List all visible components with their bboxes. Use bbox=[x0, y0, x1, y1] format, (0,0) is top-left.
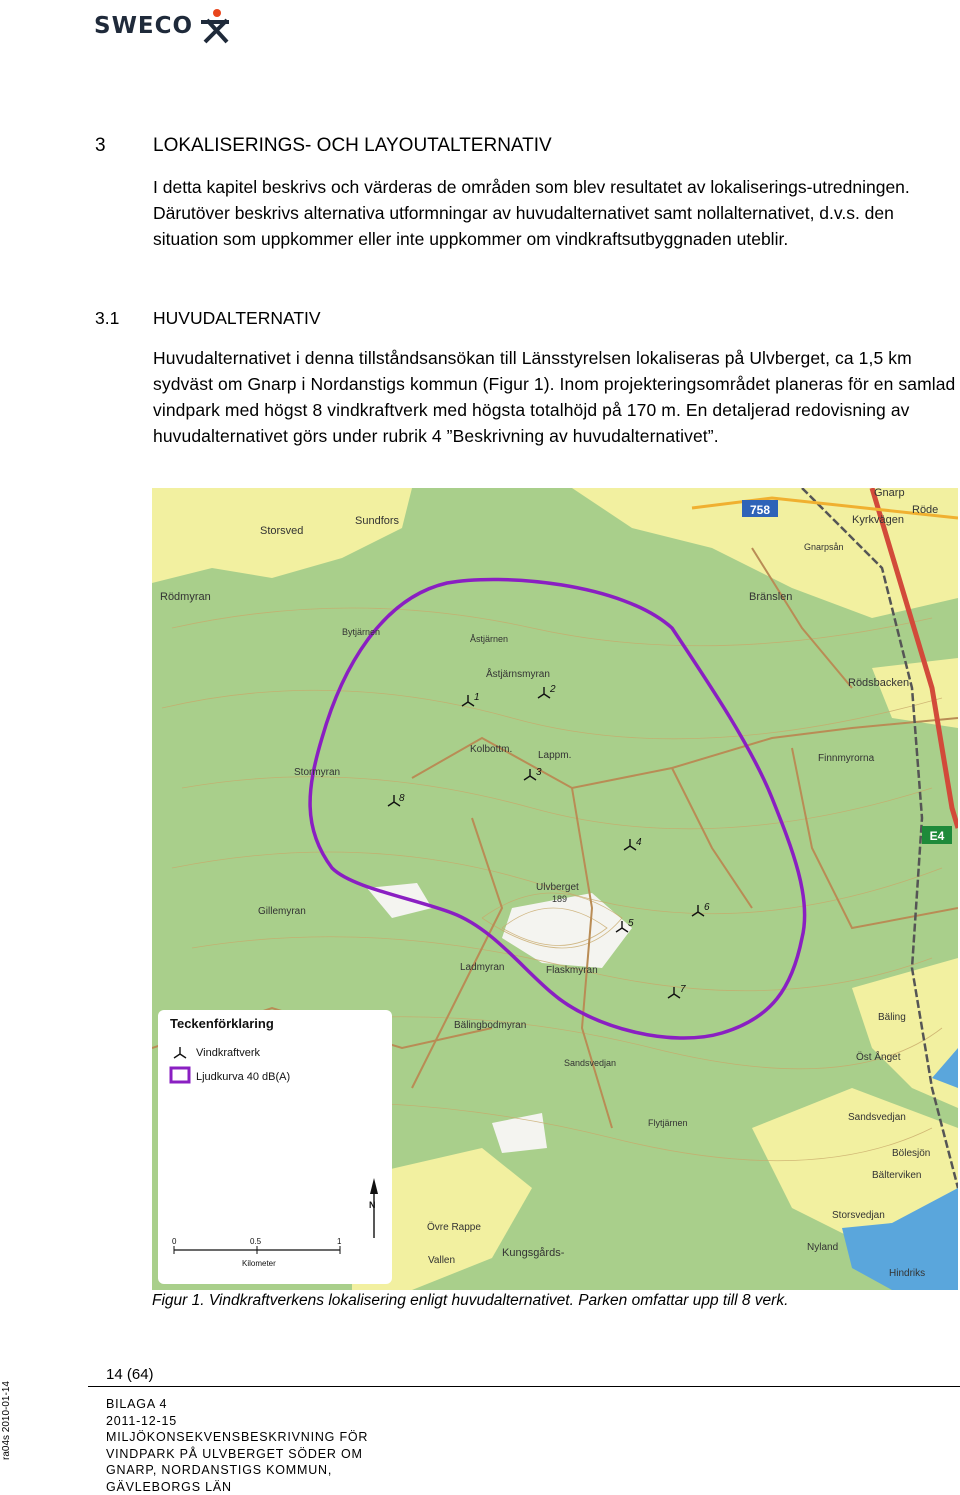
footer-line: MILJÖKONSEKVENSBESKRIVNING FÖR bbox=[106, 1429, 368, 1446]
place-label: Öst Ånget bbox=[856, 1050, 901, 1063]
place-label: Sandsvedjan bbox=[848, 1112, 906, 1123]
turbine-number: 6 bbox=[704, 902, 710, 913]
place-label: Rödsbacken bbox=[848, 677, 909, 689]
footer-line: GNARP, NORDANSTIGS KOMMUN, bbox=[106, 1462, 368, 1479]
place-label: Kyrkvägen bbox=[852, 514, 904, 526]
sweco-logo bbox=[94, 6, 235, 46]
place-label: Hindriks bbox=[889, 1268, 925, 1279]
footer-block bbox=[106, 1396, 368, 1495]
turbine-number: 5 bbox=[628, 918, 634, 929]
place-label: Gnarp bbox=[874, 488, 905, 499]
place-label: Bälterviken bbox=[872, 1170, 921, 1181]
turbine-number: 8 bbox=[399, 793, 405, 804]
map-legend bbox=[158, 1010, 392, 1284]
e4-label: E4 bbox=[930, 829, 945, 843]
place-label: Bäling bbox=[878, 1012, 906, 1023]
footer-line: VINDPARK PÅ ULVBERGET SÖDER OM bbox=[106, 1446, 368, 1463]
subsection-number: 3.1 bbox=[95, 308, 119, 329]
place-label: Bälingbodmyran bbox=[454, 1020, 526, 1031]
place-label: Röde bbox=[912, 504, 938, 516]
turbine-number: 7 bbox=[680, 984, 686, 995]
turbine-number: 2 bbox=[549, 684, 556, 695]
place-label: Vallen bbox=[428, 1255, 455, 1266]
place-label: Bytjärnen bbox=[342, 627, 380, 637]
section-title: LOKALISERINGS- OCH LAYOUTALTERNATIV bbox=[153, 135, 552, 157]
subsection-body: Huvudalternativet i denna tillståndsansökan till Länsstyrelsen lokaliseras på Ulvberget, ca 1,5 km sydväst om Gnarp i Nordanstigs kommun (Figur 1). Inom projekteringsområdet planeras för en samlad vindpark med högst 8 vindkraftverk med högsta totalhöjd på 170 m. En detaljerad redovisning av huvudalternativet görs under rubrik 4 ”Beskrivning av huvudalternativet”. bbox=[153, 345, 958, 449]
place-label: Åstjärnen bbox=[470, 634, 508, 644]
side-code: ra04s 2010-01-14 bbox=[1, 1381, 12, 1460]
place-label: Ulvberget bbox=[536, 882, 579, 893]
place-label: Nyland bbox=[807, 1242, 838, 1253]
place-label: Bränslen bbox=[749, 591, 792, 603]
place-label: 189 bbox=[552, 894, 567, 904]
place-label: Kungsgårds- bbox=[502, 1247, 565, 1259]
place-label: Storsvedjan bbox=[832, 1210, 885, 1221]
place-label: Rödmyran bbox=[160, 591, 211, 603]
scale-label-0: 0 bbox=[172, 1237, 177, 1246]
scale-unit: Kilometer bbox=[242, 1259, 276, 1268]
place-label: Kolbottm. bbox=[470, 744, 512, 755]
place-label: Övre Rappe bbox=[427, 1221, 481, 1233]
place-label: Flytjärnen bbox=[648, 1118, 688, 1128]
legend-noise-label: Ljudkurva 40 dB(A) bbox=[196, 1071, 290, 1083]
place-label: Sundfors bbox=[355, 515, 400, 527]
place-label: Storsved bbox=[260, 525, 303, 537]
place-label: Gillemyran bbox=[258, 906, 306, 917]
legend-turbine-label: Vindkraftverk bbox=[196, 1047, 260, 1059]
section-number: 3 bbox=[95, 135, 106, 157]
place-label: Ladmyran bbox=[460, 962, 504, 973]
footer-line: 2011-12-15 bbox=[106, 1413, 368, 1430]
legend-title: Teckenförklaring bbox=[170, 1016, 274, 1031]
footer-line: BILAGA 4 bbox=[106, 1396, 368, 1413]
road-758-label: 758 bbox=[750, 503, 770, 517]
place-label: Flaskmyran bbox=[546, 965, 598, 976]
figure-caption: Figur 1. Vindkraftverkens lokalisering enligt huvudalternativet. Parken omfattar upp till 8 verk. bbox=[152, 1292, 788, 1310]
turbine-number: 4 bbox=[636, 837, 642, 848]
footer-divider bbox=[88, 1386, 960, 1387]
place-label: Åstjärnsmyran bbox=[486, 667, 550, 680]
place-label: Lappm. bbox=[538, 750, 571, 761]
sweco-star-icon bbox=[195, 6, 235, 46]
turbine-number: 3 bbox=[536, 767, 542, 778]
place-label: Bölesjön bbox=[892, 1148, 930, 1159]
site-map bbox=[152, 488, 958, 1290]
place-label: Sandsvedjan bbox=[564, 1058, 616, 1068]
place-label: Finnmyrorna bbox=[818, 753, 875, 764]
page-number: 14 (64) bbox=[106, 1366, 154, 1383]
scale-label-05: 0.5 bbox=[250, 1237, 262, 1246]
place-label: Stormyran bbox=[294, 767, 340, 778]
logo-text: SWECO bbox=[94, 13, 193, 39]
map-svg bbox=[152, 488, 958, 1290]
subsection-title: HUVUDALTERNATIV bbox=[153, 308, 321, 329]
turbine-number: 1 bbox=[474, 692, 480, 703]
scale-label-1: 1 bbox=[337, 1237, 342, 1246]
place-label: Gnarpsån bbox=[804, 542, 844, 552]
footer-line: GÄVLEBORGS LÄN bbox=[106, 1479, 368, 1495]
north-label: N bbox=[369, 1200, 376, 1210]
section-intro: I detta kapitel beskrivs och värderas de områden som blev resultatet av lokaliserings-utredningen. Därutöver beskrivs alternativa utformningar av huvudalternativet samt nollalternativet, d.v.s. den situation som uppkommer eller inte uppkommer om vindkraftsutbyggnaden uteblir. bbox=[153, 174, 933, 252]
